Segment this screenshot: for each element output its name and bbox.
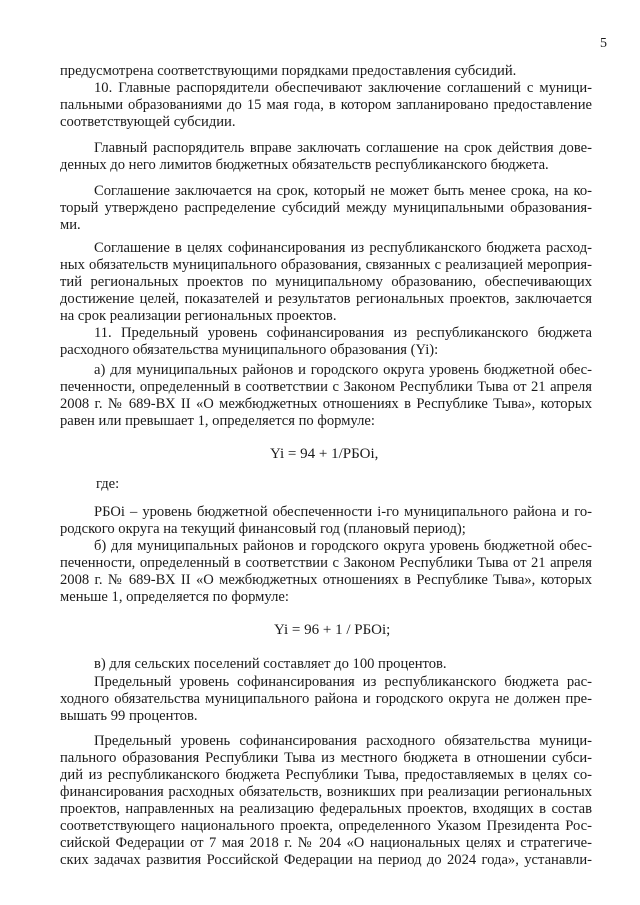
text-line: родского округа на текущий финансовый год (плановый период); bbox=[60, 521, 466, 537]
formula-a: Yi = 94 + 1/РБОi, bbox=[270, 446, 379, 462]
text-line: а) для муниципальных районов и городского округа уровень бюджетной обес- bbox=[94, 362, 592, 378]
text-line: дий из республиканского бюджета Республики Тыва, предоставляемых в целях со- bbox=[60, 767, 592, 783]
text-line: 11. Предельный уровень софинансирования из республиканского бюджета bbox=[94, 325, 592, 341]
text-line: Соглашение в целях софинансирования из республиканского бюджета расход- bbox=[94, 240, 592, 256]
text-line: сийской Федерации от 7 мая 2018 г. № 204 «О национальных целях и стратегиче- bbox=[60, 835, 592, 851]
text-line: достижение целей, показателей и результатов региональных проектов, заключается bbox=[60, 291, 592, 307]
text-line: ных обязательств муниципального образования, связанных с реализацией мероприя- bbox=[60, 257, 592, 273]
text-line: торый утверждено распределение субсидий между муниципальными образования- bbox=[60, 200, 592, 216]
text-line: где: bbox=[96, 476, 120, 492]
text-line: ми. bbox=[60, 217, 81, 233]
text-line: денных до него лимитов бюджетных обязательств республиканского бюджета. bbox=[60, 157, 549, 173]
text-line: предусмотрена соответствующими порядками предоставления субсидий. bbox=[60, 63, 517, 79]
text-line: РБОi – уровень бюджетной обеспеченности i-го муниципального района и го- bbox=[94, 504, 592, 520]
page-number: 5 bbox=[600, 36, 607, 51]
text-line: соответствующего национального проекта, определенного Указом Президента Рос- bbox=[60, 818, 592, 834]
text-line: расходного обязательства муниципального образования (Yi): bbox=[60, 342, 439, 358]
text-line: равен или превышает 1, определяется по формуле: bbox=[60, 413, 375, 429]
text-line: меньше 1, определяется по формуле: bbox=[60, 589, 289, 605]
formula-b: Yi = 96 + 1 / РБОi; bbox=[274, 622, 391, 638]
text-line: 10. Главные распорядители обеспечивают заключение соглашений с муници- bbox=[94, 80, 592, 96]
text-line: Предельный уровень софинансирования расходного обязательства муници- bbox=[94, 733, 592, 749]
text-line: на срок реализации региональных проектов. bbox=[60, 308, 337, 324]
text-line: ходного обязательства муниципального района и городского округа не должен пре- bbox=[60, 691, 592, 707]
text-line: Соглашение заключается на срок, который не может быть менее срока, на ко- bbox=[94, 183, 592, 199]
text-line: пальными образованиями до 15 мая года, в котором запланировано предоставление bbox=[60, 97, 592, 113]
text-line: пального образования Республики Тыва из местного бюджета в отношении субси- bbox=[60, 750, 592, 766]
text-line: б) для муниципальных районов и городского округа уровень бюджетной обес- bbox=[94, 538, 592, 554]
text-line: ских задачах развития Российской Федерации на период до 2024 года», устанавли- bbox=[60, 852, 592, 868]
text-line: Главный распорядитель вправе заключать соглашение на срок действия дове- bbox=[94, 140, 592, 156]
text-line: проектов, направленных на реализацию федеральных проектов, входящих в состав bbox=[60, 801, 592, 817]
text-line: вышать 99 процентов. bbox=[60, 708, 198, 724]
text-line: в) для сельских поселений составляет до 100 процентов. bbox=[94, 656, 447, 672]
text-line: печенности, определенный в соответствии с Законом Республики Тыва от 21 апреля bbox=[60, 555, 592, 571]
text-line: тий региональных проектов по муниципальному образованию, обеспечивающих bbox=[60, 274, 592, 290]
text-line: 2008 г. № 689-ВХ II «О межбюджетных отношениях в Республике Тыва», которых bbox=[60, 396, 592, 412]
text-line: Предельный уровень софинансирования из республиканского бюджета рас- bbox=[94, 674, 592, 690]
text-line: финансирования расходных обязательств, возникших при реализации региональных bbox=[60, 784, 592, 800]
text-line: соответствующей субсидии. bbox=[60, 114, 236, 130]
text-line: 2008 г. № 689-ВХ II «О межбюджетных отношениях в Республике Тыва», которых bbox=[60, 572, 592, 588]
text-line: печенности, определенный в соответствии с Законом Республики Тыва от 21 апреля bbox=[60, 379, 592, 395]
